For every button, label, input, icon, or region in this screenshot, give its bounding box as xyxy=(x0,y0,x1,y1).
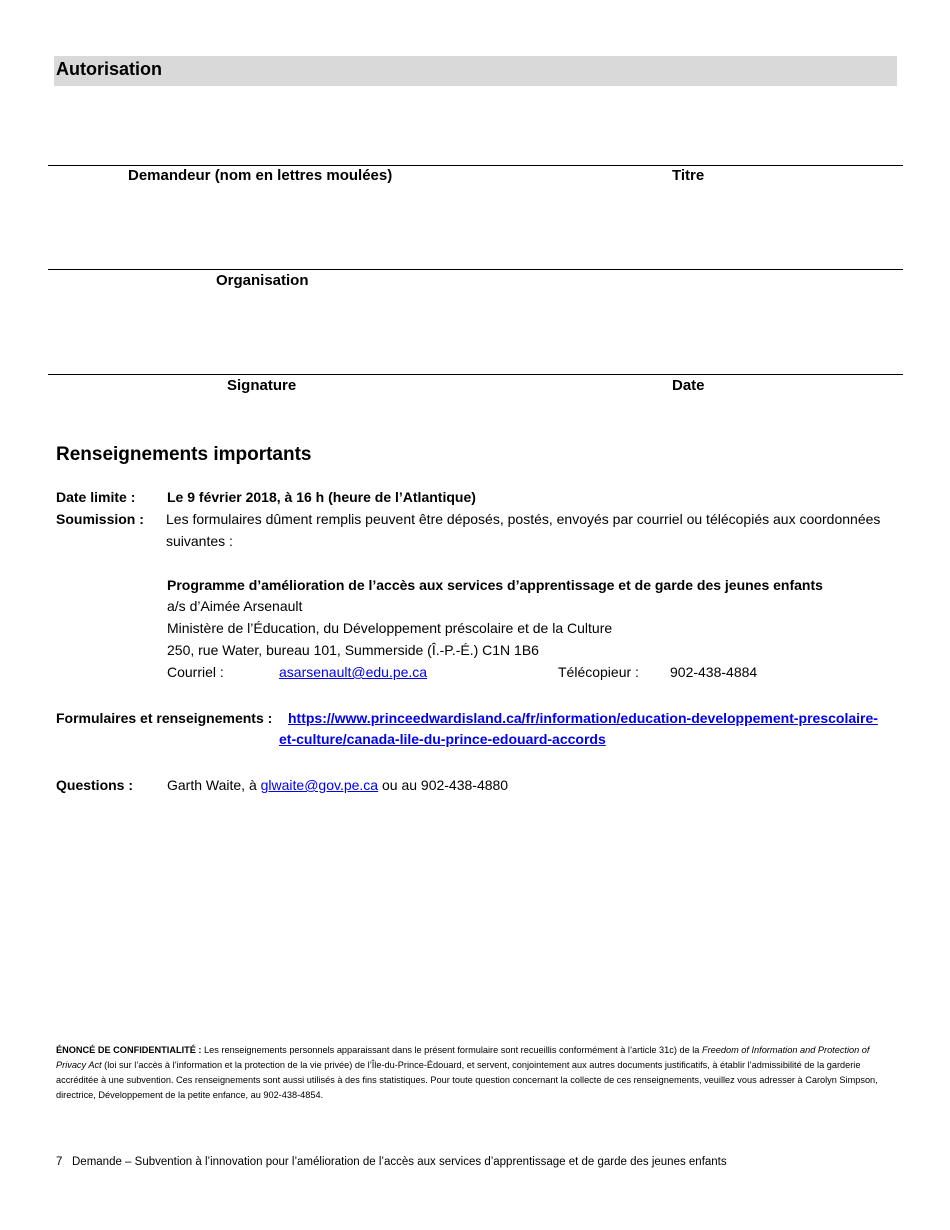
important-heading: Renseignements importants xyxy=(56,444,312,465)
page-footer xyxy=(56,1156,727,1168)
organisation-line xyxy=(48,269,903,270)
address-line: 250, rue Water, bureau 101, Summerside (Î.-P.-É.) C1N 1B6 xyxy=(167,642,539,658)
signature-label: Signature xyxy=(227,377,297,394)
confidentiality-text-2: (loi sur l’accès à l’information et la protection de la vie privée) de l’Île-du-Prince-Édouard, et servent, conjointement aux autres documents justificatifs, à établir l’admissibilité de la garderie accréditée à une subvention. Ces renseignements sont aussi utilisés à des fins statistiques. Pour toute question concernant la collecte de ces renseignements, veuillez vous adresser à Carolyn Simpson, directrice, Développement de la petite enfance, au 902-438-4854. xyxy=(56,1060,878,1100)
deadline-label: Date limite : xyxy=(56,489,136,505)
footer-text: Demande – Subvention à l’innovation pour l’amélioration de l’accès aux services d’apprentissage et de garde des jeunes enfants xyxy=(72,1156,727,1168)
date-label: Date xyxy=(672,377,705,394)
section-title-authorization: Autorisation xyxy=(56,59,162,79)
section-header-bar xyxy=(54,56,897,86)
questions-email-link[interactable]: glwaite@gov.pe.ca xyxy=(260,777,379,793)
ministry-line: Ministère de l’Éducation, du Développement préscolaire et de la Culture xyxy=(167,620,613,636)
applicant-signature-line xyxy=(48,165,903,166)
signature-line xyxy=(48,374,903,375)
submission-label: Soumission : xyxy=(56,511,144,527)
email-label: Courriel : xyxy=(167,664,224,680)
organisation-label: Organisation xyxy=(216,272,309,289)
title-label: Titre xyxy=(672,167,705,184)
confidentiality-statement xyxy=(56,1043,878,1103)
questions-prefix: Garth Waite, à xyxy=(167,777,261,793)
submission-text-line2: suivantes : xyxy=(166,533,233,549)
confidentiality-act-name: Freedom of Information and Protection of Privacy Act xyxy=(56,1045,870,1070)
questions-suffix: ou au 902-438-4880 xyxy=(378,777,509,793)
questions-text xyxy=(167,777,508,793)
deadline-value: Le 9 février 2018, à 16 h (heure de l’Atlantique) xyxy=(167,489,476,505)
fax-value: 902-438-4884 xyxy=(670,664,758,680)
submission-text-line1: Les formulaires dûment remplis peuvent être déposés, postés, envoyés par courriel ou télécopiés aux coordonnées xyxy=(166,511,881,527)
confidentiality-label: ÉNONCÉ DE CONFIDENTIALITÉ : xyxy=(56,1045,202,1055)
forms-url-link-line2[interactable]: et-culture/canada-lile-du-prince-edouard-accords xyxy=(279,731,606,747)
applicant-label: Demandeur (nom en lettres moulées) xyxy=(128,167,393,184)
forms-url-link-line1[interactable]: https://www.princeedwardisland.ca/fr/information/education-developpement-prescolaire- xyxy=(288,710,878,726)
email-link[interactable]: asarsenault@edu.pe.ca xyxy=(279,664,428,680)
forms-label: Formulaires et renseignements : xyxy=(56,710,273,726)
program-name: Programme d’amélioration de l’accès aux services d’apprentissage et de garde des jeunes enfants xyxy=(167,577,823,593)
fax-label: Télécopieur : xyxy=(558,664,639,680)
questions-label: Questions : xyxy=(56,777,134,793)
page-number: 7 xyxy=(56,1156,63,1168)
attention-line: a/s d’Aimée Arsenault xyxy=(167,598,303,614)
confidentiality-text-1: Les renseignements personnels apparaissant dans le présent formulaire sont recueillis conformément à l’article 31c) de la xyxy=(201,1045,702,1055)
